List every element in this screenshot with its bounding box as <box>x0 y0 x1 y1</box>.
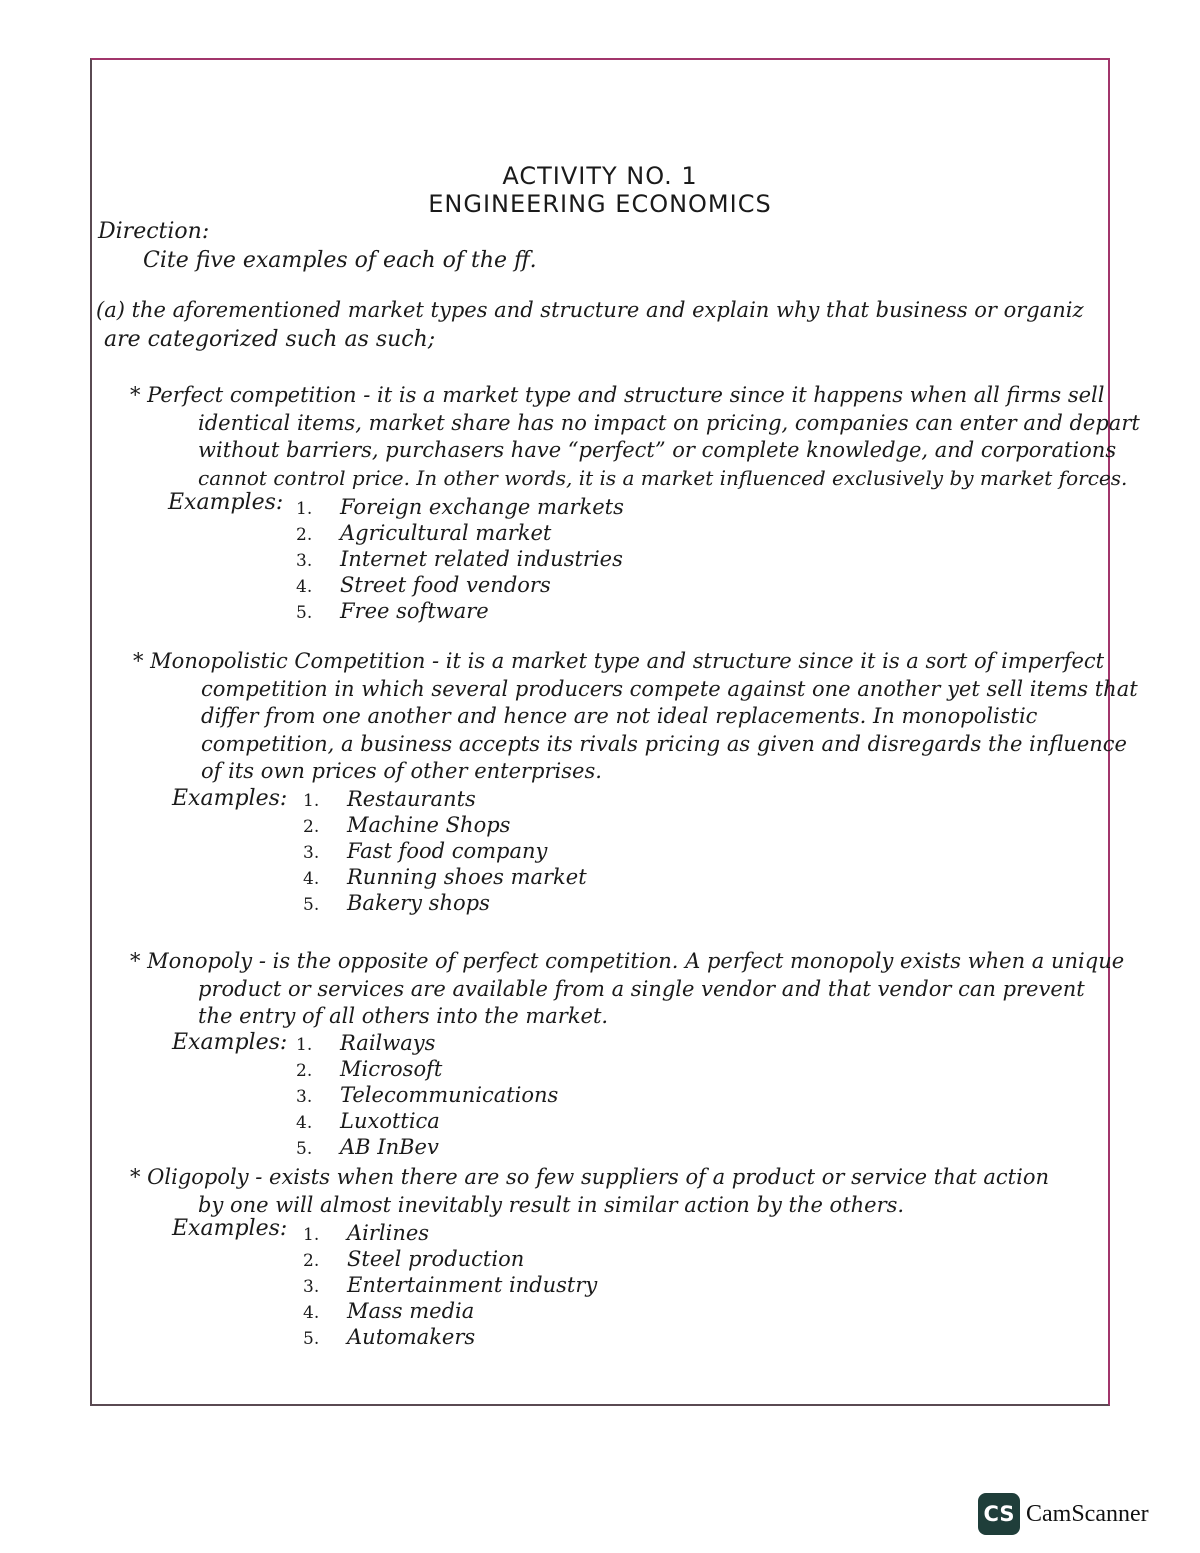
definition-line: cannot control price. In other words, it is a market influenced exclusively by market forces. <box>198 465 1128 490</box>
direction-text: Cite five examples of each of the ff. <box>143 248 537 273</box>
camscanner-logo-icon: CS <box>978 1493 1020 1535</box>
definition-line: by one will almost inevitably result in similar action by the others. <box>198 1192 905 1217</box>
example-item: 5. Free software <box>296 599 489 623</box>
definition-line: competition, a business accepts its rivals pricing as given and disregards the influence <box>201 731 1127 756</box>
example-item: 4. Mass media <box>303 1299 475 1323</box>
camscanner-logo-text: CamScanner <box>1026 1500 1149 1527</box>
example-item: 2. Agricultural market <box>296 521 552 545</box>
examples-label: Examples: <box>172 786 288 811</box>
direction-label: Direction: <box>98 219 210 244</box>
example-item: 3. Telecommunications <box>296 1083 559 1107</box>
definition-line: * Perfect competition - it is a market type and structure since it happens when all firms sell <box>130 383 1105 407</box>
example-item: 1. Foreign exchange markets <box>296 495 624 519</box>
oligopoly-examples <box>303 1220 597 1350</box>
example-item: 3. Internet related industries <box>296 547 623 571</box>
example-item: 2. Machine Shops <box>303 813 511 837</box>
oligopoly-definition <box>130 1164 1049 1219</box>
definition-line: competition in which several producers compete against one another yet sell items that <box>201 676 1138 701</box>
monopoly-definition <box>130 948 1124 1031</box>
definition-line: of its own prices of other enterprises. <box>201 759 602 783</box>
definition-line: * Monopoly - is the opposite of perfect competition. A perfect monopoly exists when a unique <box>130 949 1125 973</box>
definition-line: * Monopolistic Competition - it is a market type and structure since it is a sort of imperfect <box>133 649 1105 673</box>
question-line-1: (a) the aforementioned market types and structure and explain why that business or organiz <box>96 298 1084 322</box>
definition-line: identical items, market share has no impact on pricing, companies can enter and depart <box>198 410 1140 435</box>
example-item: 4. Luxottica <box>296 1109 440 1133</box>
monopolistic-competition-definition <box>133 648 1138 786</box>
question-line-2: are categorized such as such; <box>104 327 436 352</box>
example-item: 1. Restaurants <box>303 787 476 811</box>
monopoly-examples <box>296 1030 558 1160</box>
example-item: 4. Running shoes market <box>303 865 587 889</box>
example-item: 5. Automakers <box>303 1325 476 1349</box>
activity-title: ACTIVITY NO. 1 <box>502 162 698 190</box>
definition-line: without barriers, purchasers have “perfect” or complete knowledge, and corporations <box>198 438 1117 462</box>
definition-line: differ from one another and hence are not ideal replacements. In monopolistic <box>201 704 1038 728</box>
definition-line: the entry of all others into the market. <box>198 1004 609 1028</box>
monopolistic-competition-examples <box>303 786 587 916</box>
camscanner-logo <box>978 1493 1149 1535</box>
example-item: 2. Microsoft <box>296 1057 443 1081</box>
definition-line: product or services are available from a single vendor and that vendor can prevent <box>198 976 1085 1001</box>
definition-line: * Oligopoly - exists when there are so few suppliers of a product or service that action <box>130 1165 1049 1189</box>
examples-label: Examples: <box>168 490 284 515</box>
perfect-competition-definition <box>130 382 1140 492</box>
example-item: 5. AB InBev <box>296 1135 439 1159</box>
example-item: 5. Bakery shops <box>303 891 490 915</box>
example-item: 3. Entertainment industry <box>303 1273 598 1297</box>
example-item: 1. Airlines <box>303 1221 430 1245</box>
perfect-competition-examples <box>296 494 624 624</box>
examples-label: Examples: <box>172 1030 288 1055</box>
example-item: 3. Fast food company <box>303 839 548 863</box>
example-item: 2. Steel production <box>303 1247 525 1271</box>
example-item: 1. Railways <box>296 1031 436 1055</box>
examples-label: Examples: <box>172 1216 288 1241</box>
subject-title: ENGINEERING ECONOMICS <box>428 190 772 218</box>
example-item: 4. Street food vendors <box>296 573 551 597</box>
